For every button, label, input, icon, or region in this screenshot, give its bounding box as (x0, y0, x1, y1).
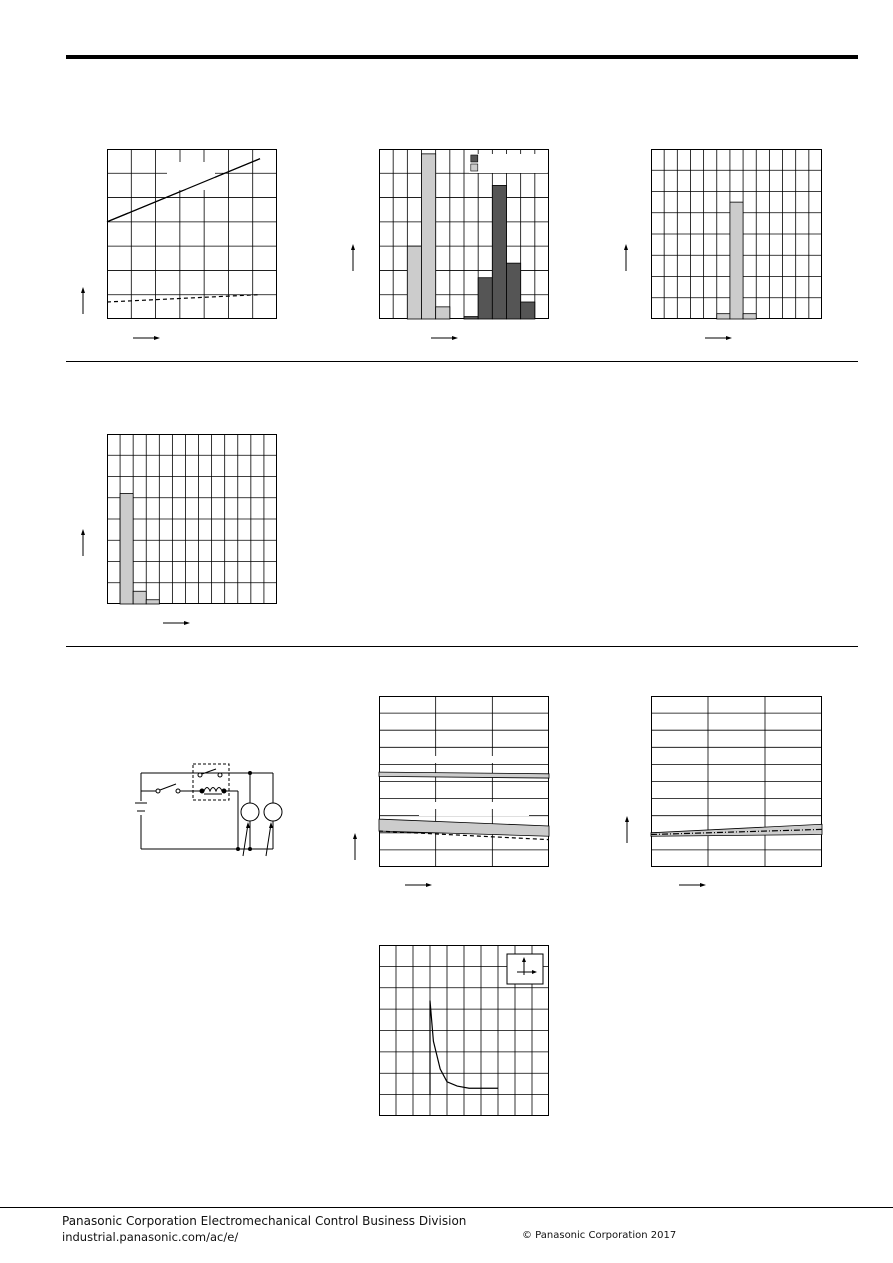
bar (521, 302, 535, 319)
bar (478, 278, 492, 319)
x-axis-arrow-icon (704, 333, 734, 343)
bar (730, 202, 743, 319)
y-axis-arrow-icon (350, 832, 360, 862)
section-divider (66, 646, 858, 647)
bar (422, 154, 436, 319)
footer-url[interactable]: industrial.panasonic.com/ac/e/ (62, 1230, 239, 1244)
data-band (379, 772, 549, 778)
x-axis-arrow-icon (430, 333, 460, 343)
x-axis-arrow-icon (162, 618, 192, 628)
bar (120, 494, 133, 605)
bar (743, 314, 756, 319)
bar (146, 600, 159, 604)
label-gap (167, 150, 215, 190)
footer-rule (0, 1207, 893, 1208)
measuring-circuit-diagram (130, 758, 280, 858)
bar (717, 314, 730, 319)
y-axis-arrow-icon (622, 815, 632, 845)
section-divider (66, 361, 858, 362)
x-axis-arrow-icon (132, 333, 162, 343)
legend-swatch (471, 164, 478, 171)
x-axis-arrow-icon (678, 880, 708, 890)
footer-copyright: © Panasonic Corporation 2017 (522, 1230, 677, 1241)
x-axis-arrow-icon (404, 880, 434, 890)
y-axis-arrow-icon (348, 243, 358, 273)
distribution-bar-chart (379, 149, 549, 319)
header-rule (66, 55, 858, 59)
inset-box (507, 954, 543, 984)
footer-company: Panasonic Corporation Electromechanical Control Business Division (62, 1214, 467, 1228)
legend-background (469, 154, 547, 173)
distribution-bar-chart (107, 434, 277, 604)
bar (492, 185, 506, 319)
waveform-chart (379, 945, 549, 1116)
data-line (107, 295, 258, 302)
bar (436, 307, 450, 319)
bar (507, 263, 521, 319)
y-axis-arrow-icon (621, 243, 631, 273)
y-axis-arrow-icon (78, 286, 88, 316)
bar (464, 317, 478, 319)
y-axis-arrow-icon (78, 528, 88, 558)
bar (133, 591, 146, 604)
band-chart (379, 696, 549, 867)
line-chart (107, 149, 277, 319)
band-chart (651, 696, 822, 867)
legend-swatch (471, 155, 478, 162)
distribution-bar-chart (651, 149, 822, 319)
data-band (379, 819, 549, 836)
bar (407, 246, 421, 319)
